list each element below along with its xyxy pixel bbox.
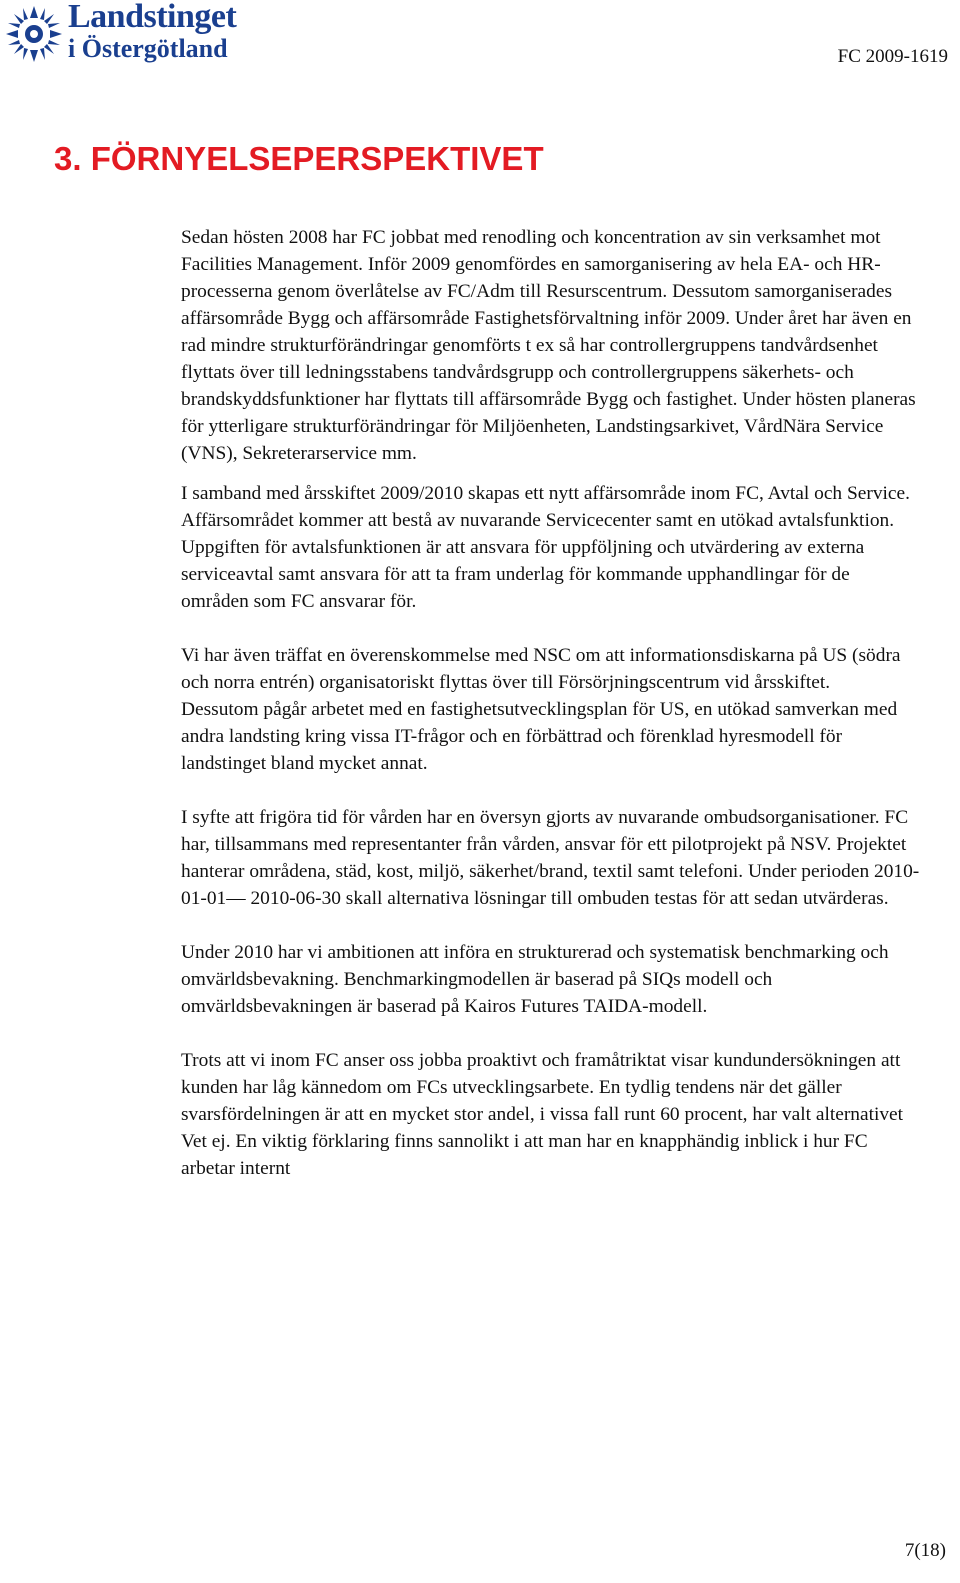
paragraph-customer-survey: Trots att vi inom FC anser oss jobba proaktivt och framåtriktat visar kundundersökningen att kunden har låg kännedom om FCs utvecklingsarbete. En tydlig tendens när det gäller svarsfördelningen är att en mycket stor andel, i vissa fall runt 60 procent, har valt alternativet Vet ej. En viktig förklaring finns sannolikt i att man har en knapphändig inblick i hur FC arbetar internt [181,1050,904,1179]
logo-wordmark-line1: Landstinget [68,0,237,35]
document-reference: FC 2009-1619 [837,46,948,67]
paragraph-benchmarking: Under 2010 har vi ambitionen att införa en strukturerad och systematisk benchmarking och omvärldsbevakning. Benchmarkingmodellen är baserad på SIQs modell och omvärldsbevakningen är baserad på Kairos Futures TAIDA-modell. [181,942,889,1017]
landstinget-emblem-icon [4,4,64,64]
page-number: 7(18) [904,1540,946,1561]
logo-wordmark-line2: i Östergötland [68,34,228,63]
document-body [181,224,921,1182]
paragraph-avtal-service: I samband med årsskiftet 2009/2010 skapas ett nytt affärsområde inom FC, Avtal och Service. Affärsområdet kommer att bestå av nuvarande Servicecenter samt en utökad avtalsfunktion. Uppgiften för avtalsfunktionen är att ansvara för uppföljning och utvärdering av externa serviceavtal samt ansvara för att ta fram underlag för kommande upphandlingar för de områden som FC ansvarar för. [181,483,910,612]
landstinget-logo [4,2,274,70]
paragraph-ombud-review: I syfte att frigöra tid för vården har en översyn gjorts av nuvarande ombudsorganisationer. FC har, tillsammans med representanter från vården, ansvar för ett pilotprojekt på NSV. Projektet hanterar områdena, städ, kost, miljö, säkerhet/brand, textil samt telefoni. Under perioden 2010-01-01— 2010-06-30 skall alternativa lösningar till ombuden testas för att sedan utvärderas. [181,807,920,909]
paragraph-development-plan: Dessutom pågår arbetet med en fastighetsutvecklingsplan för US, en utökad samverkan med andra landsting kring vissa IT-frågor och en förbättrad och förenklad hyresmodell för landstinget bland mycket annat. [181,699,898,774]
paragraph-reorganization: Sedan hösten 2008 har FC jobbat med renodling och koncentration av sin verksamhet mot Facilities Management. Inför 2009 genomfördes en samorganisering av hela EA- och HR-processerna genom överlåtelse av FC/Adm till Resurscentrum. Dessutom samorganiserades affärsområde Bygg och affärsområde Fastighetsförvaltning inför 2009. Under året har även en rad mindre strukturförändringar genomförts t ex så har controllergruppens tandvårdsenhet flyttats över till ledningsstabens tandvårdsgrupp och controllergruppens säkerhets- och brandskyddsfunktioner har flyttats till affärsområde Bygg och fastighet. Under hösten planeras för ytterligare strukturförändringar för Miljöenheten, Landstingsarkivet, VårdNära Service (VNS), Sekreterarservice mm. [181,227,916,464]
paragraph-nsc-agreement: Vi har även träffat en överenskommelse med NSC om att informationsdiskarna på US (södra och norra entrén) organisatoriskt flyttas över till Försörjningscentrum vid årsskiftet. [181,645,901,693]
section-heading: 3. FÖRNYELSEPERSPEKTIVET [54,140,544,177]
